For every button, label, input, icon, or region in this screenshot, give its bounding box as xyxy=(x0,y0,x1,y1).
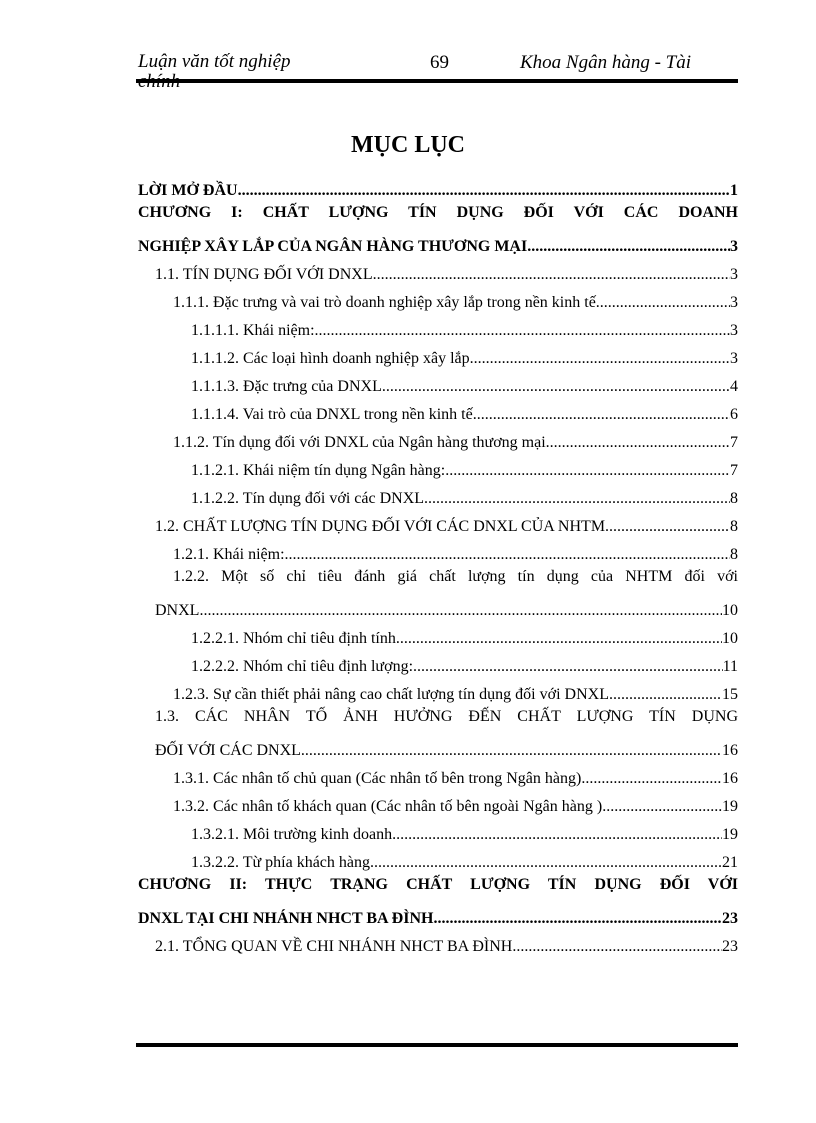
toc-entry[interactable]: 1.3.2.1. Môi trường kinh doanh ..... 19 xyxy=(138,818,738,846)
toc-entry[interactable]: 1.2.3. Sự cần thiết phải nâng cao chất lượng tín dụng đối với DNXL. ..... 15 xyxy=(138,678,738,706)
table-of-contents xyxy=(138,174,738,958)
page-title: MỤC LỤC xyxy=(351,132,465,158)
toc-entry[interactable]: 1.1.2. Tín dụng đối với DNXL của Ngân hàng thương mại. ..... 7 xyxy=(138,426,738,454)
toc-entry[interactable]: DNXL TẠI CHI NHÁNH NHCT BA ĐÌNH ..... 23 xyxy=(138,902,738,930)
toc-entry[interactable]: 1.1.1.1. Khái niệm: ..... 3 xyxy=(138,314,738,342)
toc-entry[interactable]: 1.3.2. Các nhân tố khách quan (Các nhân tố bên ngoài Ngân hàng ) ..... 19 xyxy=(138,790,738,818)
footer-rule xyxy=(136,1043,738,1047)
header-rule xyxy=(136,79,738,83)
header-right: Khoa Ngân hàng - Tài xyxy=(520,52,692,73)
header-left xyxy=(138,52,368,92)
toc-entry[interactable]: 1.1. TÍN DỤNG ĐỐI VỚI DNXL. ..... 3 xyxy=(138,258,738,286)
page-number: 69 xyxy=(430,52,449,73)
toc-entry[interactable]: 1.1.1.2. Các loại hình doanh nghiệp xây lắp. ..... 3 xyxy=(138,342,738,370)
toc-entry[interactable]: 2.1. TỔNG QUAN VỀ CHI NHÁNH NHCT BA ĐÌNH. ..... 23 xyxy=(138,930,738,958)
toc-entry-line[interactable]: CHƯƠNG I: CHẤT LƯỢNG TÍN DỤNG ĐỐI VỚI CÁC DOANH xyxy=(138,204,738,221)
toc-entry-line[interactable]: 1.3. CÁC NHÂN TỐ ẢNH HƯỞNG ĐẾN CHẤT LƯỢNG TÍN DỤNG xyxy=(155,708,738,725)
toc-entry[interactable]: 1.2.2.2. Nhóm chỉ tiêu định lượng: ..... 11 xyxy=(138,650,738,678)
toc-entry-line[interactable]: 1.2.2. Một số chỉ tiêu đánh giá chất lượng tín dụng của NHTM đối với xyxy=(173,568,738,585)
toc-entry[interactable]: LỜI MỞ ĐẦU ..... 1 xyxy=(138,174,738,202)
toc-entry[interactable]: 1.2. CHẤT LƯỢNG TÍN DỤNG ĐỐI VỚI CÁC DNXL CỦA NHTM ..... 8 xyxy=(138,510,738,538)
toc-entry[interactable]: 1.2.1. Khái niệm: ..... 8 xyxy=(138,538,738,566)
toc-entry[interactable]: 1.1.2.2. Tín dụng đối với các DNXL ..... 8 xyxy=(138,482,738,510)
toc-entry[interactable]: 1.2.2.1. Nhóm chỉ tiêu định tính. ..... 10 xyxy=(138,622,738,650)
toc-entry[interactable]: 1.1.1. Đặc trưng và vai trò doanh nghiệp xây lắp trong nền kinh tế. ..... 3 xyxy=(138,286,738,314)
toc-entry[interactable]: 1.1.1.3. Đặc trưng của DNXL. ..... 4 xyxy=(138,370,738,398)
toc-entry[interactable]: 1.1.2.1. Khái niệm tín dụng Ngân hàng: ..... 7 xyxy=(138,454,738,482)
header-left-text: Luận văn tốt nghiệp xyxy=(138,51,291,72)
toc-entry[interactable]: 1.3.1. Các nhân tố chủ quan (Các nhân tố bên trong Ngân hàng). ..... 16 xyxy=(138,762,738,790)
toc-entry[interactable]: NGHIỆP XÂY LẮP CỦA NGÂN HÀNG THƯƠNG MẠI. ..... 3 xyxy=(138,230,738,258)
toc-entry[interactable]: DNXL. ..... 10 xyxy=(138,594,738,622)
page-header xyxy=(138,52,738,96)
toc-entry[interactable]: 1.3.2.2. Từ phía khách hàng ..... 21 xyxy=(138,846,738,874)
toc-entry[interactable]: ĐỐI VỚI CÁC DNXL. ..... 16 xyxy=(138,734,738,762)
toc-entry-line[interactable]: CHƯƠNG II: THỰC TRẠNG CHẤT LƯỢNG TÍN DỤNG ĐỐI VỚI xyxy=(138,876,738,893)
toc-entry[interactable]: 1.1.1.4. Vai trò của DNXL trong nền kinh tế ..... 6 xyxy=(138,398,738,426)
